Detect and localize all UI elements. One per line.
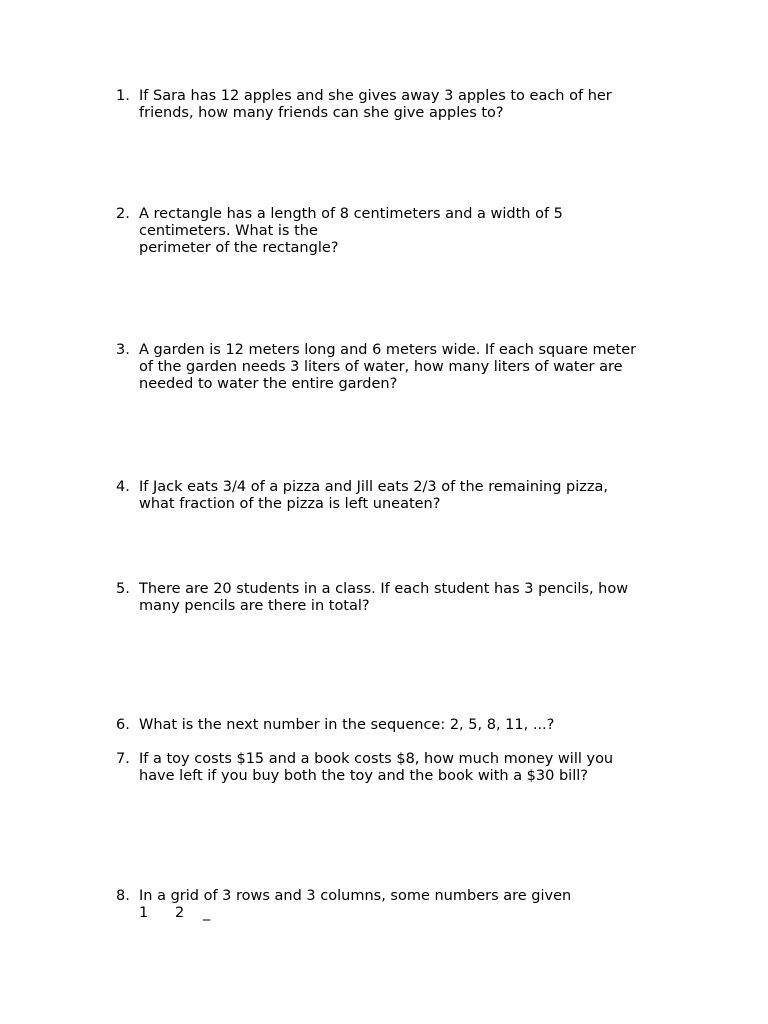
question-text: There are 20 students in a class. If each student has 3 pencils, how many pencils are there in total? bbox=[139, 581, 629, 614]
question-6 bbox=[116, 717, 696, 734]
question-text: If a toy costs $15 and a book costs $8, how much money will you have left if you buy both the toy and the book with a $30 bill? bbox=[139, 751, 614, 784]
grid-cell-blank: _ bbox=[203, 905, 211, 921]
question-2 bbox=[116, 206, 696, 257]
grid-cell: 1 bbox=[139, 905, 149, 921]
question-text: What is the next number in the sequence: 2, 5, 8, 11, ...? bbox=[139, 717, 555, 733]
question-4 bbox=[116, 479, 696, 513]
question-text: A garden is 12 meters long and 6 meters wide. If each square meter of the garden needs 3 liters of water, how many liters of water are needed to water the entire garden? bbox=[139, 342, 637, 392]
question-1 bbox=[116, 88, 696, 122]
question-number: 3. bbox=[116, 342, 130, 358]
question-text: A rectangle has a length of 8 centimeters and a width of 5 centimeters. What is the perimeter of the rectangle? bbox=[139, 206, 563, 256]
question-text: In a grid of 3 rows and 3 columns, some numbers are given bbox=[139, 888, 572, 904]
question-number: 8. bbox=[116, 888, 130, 904]
question-number: 4. bbox=[116, 479, 130, 495]
question-number: 6. bbox=[116, 717, 130, 733]
question-5 bbox=[116, 581, 696, 615]
question-text: If Jack eats 3/4 of a pizza and Jill eats 2/3 of the remaining pizza, what fraction of the pizza is left uneaten? bbox=[139, 479, 608, 512]
question-number: 5. bbox=[116, 581, 130, 597]
question-8 bbox=[116, 888, 696, 922]
grid-cell: 2 bbox=[175, 905, 185, 921]
grid-row bbox=[139, 905, 696, 922]
question-3 bbox=[116, 342, 696, 393]
question-7 bbox=[116, 751, 696, 785]
question-number: 7. bbox=[116, 751, 130, 767]
question-number: 1. bbox=[116, 88, 130, 104]
question-number: 2. bbox=[116, 206, 130, 222]
question-text: If Sara has 12 apples and she gives away 3 apples to each of her friends, how many friends can she give apples to? bbox=[139, 88, 612, 121]
